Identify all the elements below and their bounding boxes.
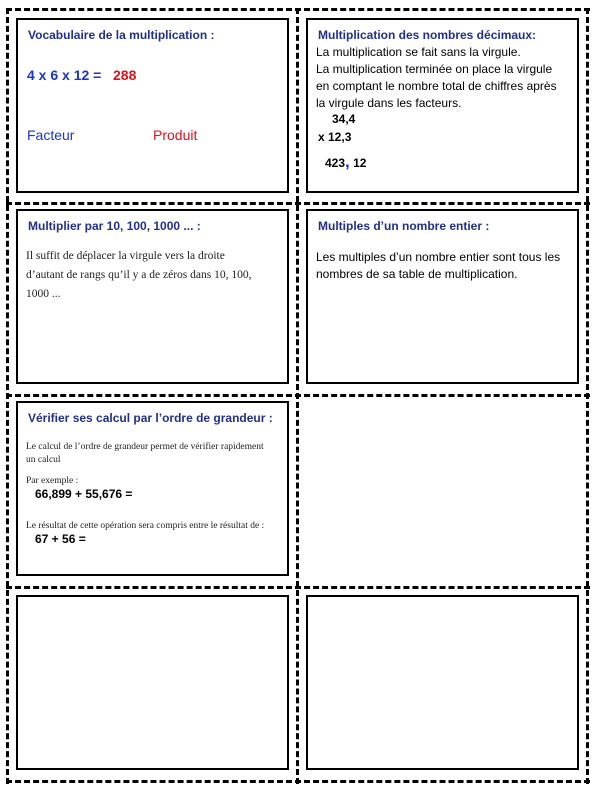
rule-line: d’autant de rangs qu’il y a de zéros dans 10, 100,	[26, 269, 252, 281]
rule-line: Il suffit de déplacer la virgule vers la droite	[26, 250, 225, 262]
cut-line-middle	[296, 8, 299, 784]
rule-text	[316, 249, 560, 283]
card-sheet	[6, 8, 590, 784]
rule-text	[316, 44, 557, 112]
card-multiply-by-powers-of-ten	[16, 209, 289, 384]
rule-text	[26, 247, 251, 304]
card-title: Multiplier par 10, 100, 1000 ... :	[28, 219, 201, 233]
rule-line: la virgule dans les facteurs.	[316, 96, 462, 110]
card-title: Vérifier ses calcul par l’ordre de grandeur :	[28, 411, 273, 425]
example-expression: 66,899 + 55,676 =	[35, 487, 133, 501]
multiplication-equation: 4 x 6 x 12 =	[27, 67, 102, 83]
card-blank-right	[306, 595, 579, 770]
card-vocabulary	[16, 18, 289, 193]
factor-label: Facteur	[27, 127, 75, 143]
operand-top: 34,4	[332, 112, 356, 126]
product-decimal-part: 12	[353, 156, 367, 170]
rule-line: La multiplication terminée on place la virgule	[316, 62, 553, 76]
product-comma: ,	[345, 152, 350, 171]
cut-line-right	[586, 8, 589, 784]
intro-line: Le calcul de l’ordre de grandeur permet de vérifier rapidement	[26, 442, 264, 452]
product-label: Produit	[153, 127, 198, 143]
rule-line: 1000 ...	[26, 288, 61, 300]
example-label: Par exemple :	[26, 476, 79, 486]
estimate-expression: 67 + 56 =	[35, 532, 86, 546]
multiplication-result: 288	[113, 67, 137, 83]
operand-bottom: x 12,3	[318, 130, 352, 144]
card-blank-left	[16, 595, 289, 770]
cut-line-left	[6, 8, 9, 784]
rule-line: nombres de sa table de multiplication.	[316, 267, 518, 281]
result-note: Le résultat de cette opération sera compris entre le résultat de :	[26, 521, 265, 531]
product-integer-part: 423	[325, 156, 346, 170]
intro-text	[26, 441, 264, 467]
card-title: Multiplication des nombres décimaux:	[318, 28, 537, 42]
rule-line: Les multiples d’un nombre entier sont tous les	[316, 250, 561, 264]
card-multiples	[306, 209, 579, 384]
rule-line: en comptant le nombre total de chiffres après	[316, 79, 557, 93]
card-title: Vocabulaire de la multiplication :	[28, 28, 215, 42]
card-order-of-magnitude	[16, 401, 289, 576]
product-value	[325, 152, 366, 172]
rule-line: La multiplication se fait sans la virgule.	[316, 45, 521, 59]
intro-line: un calcul	[26, 455, 61, 465]
card-title: Multiples d’un nombre entier :	[318, 219, 490, 233]
card-decimal-multiplication	[306, 18, 579, 193]
